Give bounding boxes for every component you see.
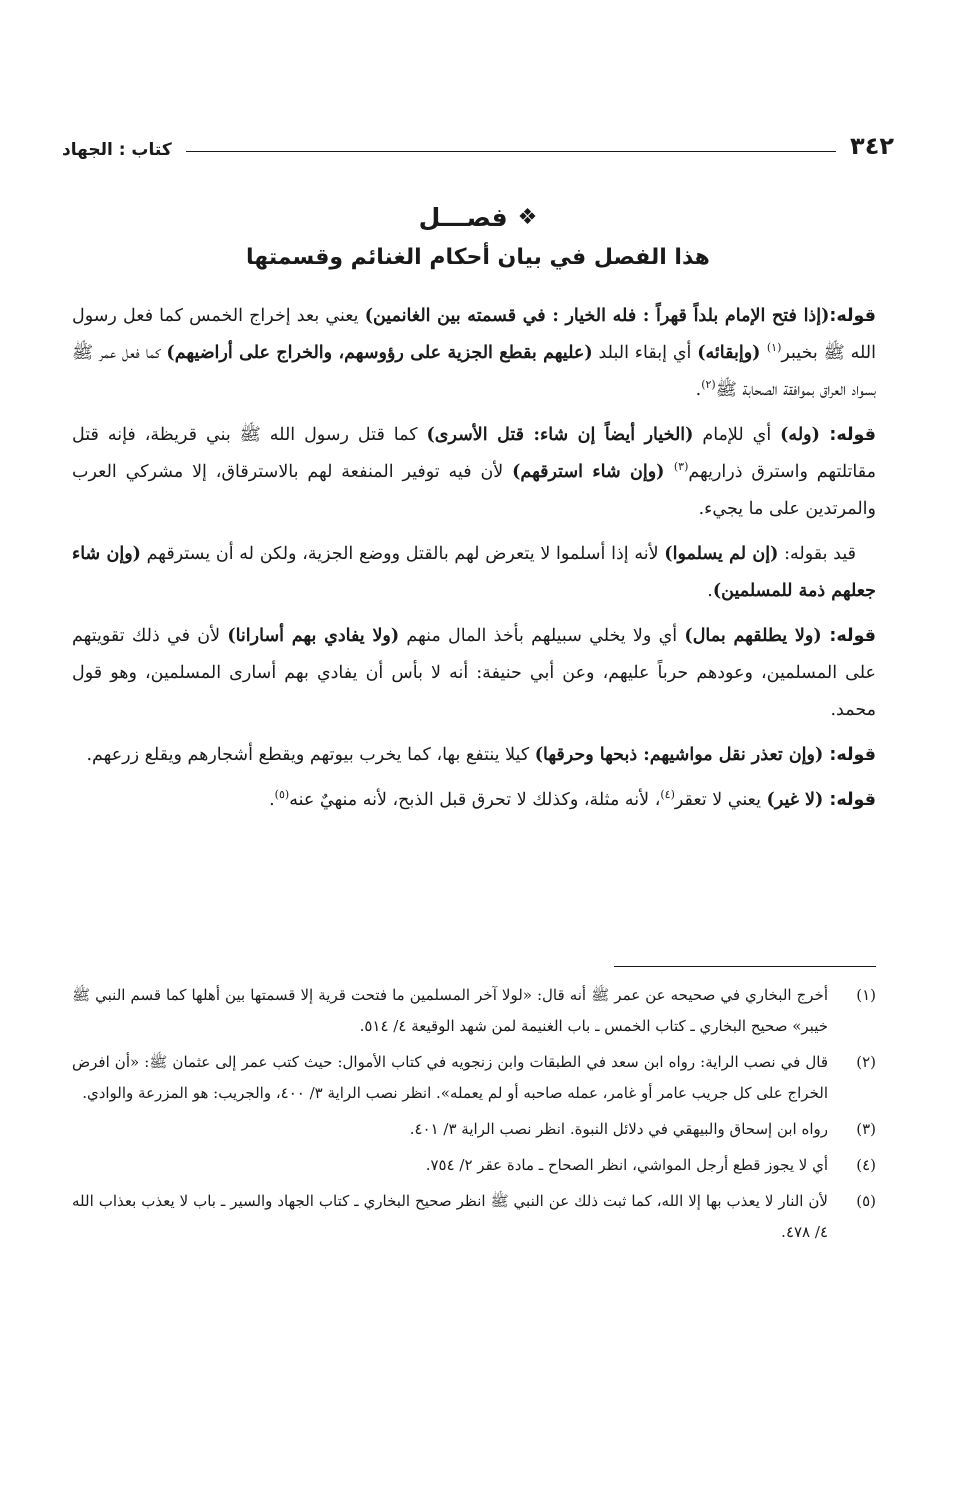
qawluh-label: قوله: (829, 425, 876, 445)
quoted-text: (إن لم يسلموا) (664, 544, 779, 564)
paragraph-4 (72, 618, 876, 729)
commentary-text: لأنه إذا أسلموا لا يتعرض لهم بالقتل ووضع الجزية، ولكن له أن يسترقهم (140, 544, 665, 564)
quoted-text: (عليهم بقطع الجزية على رؤوسهم، والخراج على أراضيهم) (166, 343, 593, 363)
footnote-2 (72, 1047, 876, 1109)
qawluh-label: قوله: (829, 790, 876, 810)
paragraph-6 (72, 782, 876, 819)
commentary-text: . (695, 380, 702, 400)
footnote-ref-3[interactable]: (٣) (673, 460, 689, 474)
commentary-text: قيد بقوله: (778, 544, 857, 564)
qawluh-label: قوله: (829, 745, 876, 765)
page-number: ٣٤٢ (850, 132, 894, 160)
footnote-ref-5[interactable]: (٥) (274, 788, 290, 802)
commentary-text: . (269, 790, 275, 810)
footnote-3 (72, 1114, 876, 1145)
footnote-ref-4[interactable]: (٤) (660, 788, 675, 802)
header-rule (186, 151, 836, 152)
footnotes (72, 980, 876, 1253)
quoted-text: (وإبقائه) (697, 343, 767, 363)
commentary-text: كما قتل رسول الله ﷺ بني قريظة، فإنه قتل مقاتلتهم واسترق ذراريهم (72, 425, 876, 482)
quoted-text: (وإن شاء استرقهم) (512, 462, 674, 482)
footnote-number: (٢) (856, 1053, 876, 1071)
footnote-number: (٤) (856, 1156, 876, 1174)
footnote-5 (72, 1186, 876, 1248)
footnote-4 (72, 1150, 876, 1181)
footnote-rule (614, 966, 876, 967)
commentary-text: كما فعل عمر ﷺ بسواد العراق بموافقة الصحابة ﷺ (72, 343, 876, 400)
commentary-text: . (707, 581, 713, 601)
section-title: فصـــل (418, 203, 508, 232)
commentary-text: لأن في ذلك تقويتهم على المسلمين، وعودهم حرباً عليهم، وعن أبي حنيفة: أنه لا بأس أن يفادي بهم أسارى المسلمين، وهو قول محمد. (72, 626, 876, 720)
qawluh-label: قوله: (829, 626, 877, 646)
footnote-1 (72, 980, 876, 1042)
commentary-text: أي للإمام (693, 425, 781, 445)
quoted-text: (لا غير) (766, 790, 830, 810)
footnote-number: (١) (856, 986, 876, 1004)
book-title: كتاب : الجهاد (62, 140, 172, 160)
quoted-text: (وله) (780, 425, 830, 445)
footnote-text: قال في نصب الراية: رواه ابن سعد في الطبقات وابن زنجويه في كتاب الأموال: حيث كتب عمر إلى عثمان ﷺ: «أن افرض الخراج على كل جريب عامر أو غامر، عمله صاحبه أو لم يعمله». انظر نصب الراية ٣/ ٤٠٠، والجريب: هو المزرعة والوادي. (72, 1053, 828, 1102)
quoted-text: (وإن شاء جعلهم ذمة للمسلمين) (72, 544, 876, 601)
quoted-text: (الخيار أيضاً إن شاء: قتل الأسرى) (426, 425, 694, 445)
footnote-text: رواه ابن إسحاق والبيهقي في دلائل النبوة. انظر نصب الراية ٣/ ٤٠١. (409, 1120, 828, 1138)
footnote-number: (٥) (856, 1192, 876, 1210)
qawluh-label: قوله: (829, 306, 876, 326)
paragraph-3 (72, 536, 876, 610)
footnote-text: أخرج البخاري في صحيحه عن عمر ﷺ أنه قال: «لولا آخر المسلمين ما فتحت قرية إلا قسمتها بين أهلها كما قسم النبي ﷺ خيبر» صحيح البخاري ـ كتاب الخمس ـ باب الغنيمة لمن شهد الوقيعة ٤/ ٥١٤. (72, 986, 828, 1035)
commentary-text: يعني بعد إخراج الخمس كما فعل رسول الله ﷺ بخيبر (72, 306, 876, 363)
commentary-text: كيلا ينتفع بها، كما يخرب بيوتهم ويقطع أشجارهم ويقلع زرعهم. (86, 745, 535, 765)
quoted-text: (ولا يفادي بهم أسارانا) (227, 626, 400, 646)
footnote-ref-1[interactable]: (١) (766, 341, 782, 355)
commentary-text: أي إبقاء البلد (592, 343, 698, 363)
footnote-ref-2[interactable]: (٢) (701, 378, 716, 392)
commentary-text: لأن فيه توفير المنفعة لهم بالاسترقاق، إلا مشركي العرب والمرتدين على ما يجيء. (72, 462, 876, 519)
section-subtitle: هذا الفصل في بيان أحكام الغنائم وقسمتها (246, 245, 710, 270)
commentary-text: ، لأنه مثلة، وكذلك لا تحرق قبل الذبح، لأنه منهيٌ عنه (289, 790, 661, 810)
section-title-line (62, 200, 894, 236)
quoted-text: (إذا فتح الإمام بلداً قهراً : فله الخيار : في قسمته بين الغانمين) (364, 306, 830, 326)
quoted-text: (ولا يطلقهم بمال) (684, 626, 830, 646)
footnote-number: (٣) (856, 1120, 876, 1138)
paragraph-1 (72, 298, 876, 409)
section-heading (62, 200, 894, 276)
body-text (72, 298, 876, 827)
quoted-text: (وإن تعذر نقل مواشيهم: ذبحها وحرقها) (534, 745, 830, 765)
paragraph-2 (72, 417, 876, 528)
paragraph-5 (72, 737, 876, 774)
footnote-text: لأن النار لا يعذب بها إلا الله، كما ثبت ذلك عن النبي ﷺ انظر صحيح البخاري ـ كتاب الجهاد والسير ـ باب لا يعذب بعذاب الله ٤/ ٤٧٨. (72, 1192, 828, 1241)
commentary-text: يعني لا تعقر (674, 790, 767, 810)
running-header (62, 128, 894, 160)
commentary-text: أي ولا يخلي سبيلهم بأخذ المال منهم (399, 626, 685, 646)
footnote-text: أي لا يجوز قطع أرجل المواشي، انظر الصحاح ـ مادة عقر ٢/ ٧٥٤. (425, 1156, 828, 1174)
ornament-icon: ❖ (517, 205, 538, 230)
